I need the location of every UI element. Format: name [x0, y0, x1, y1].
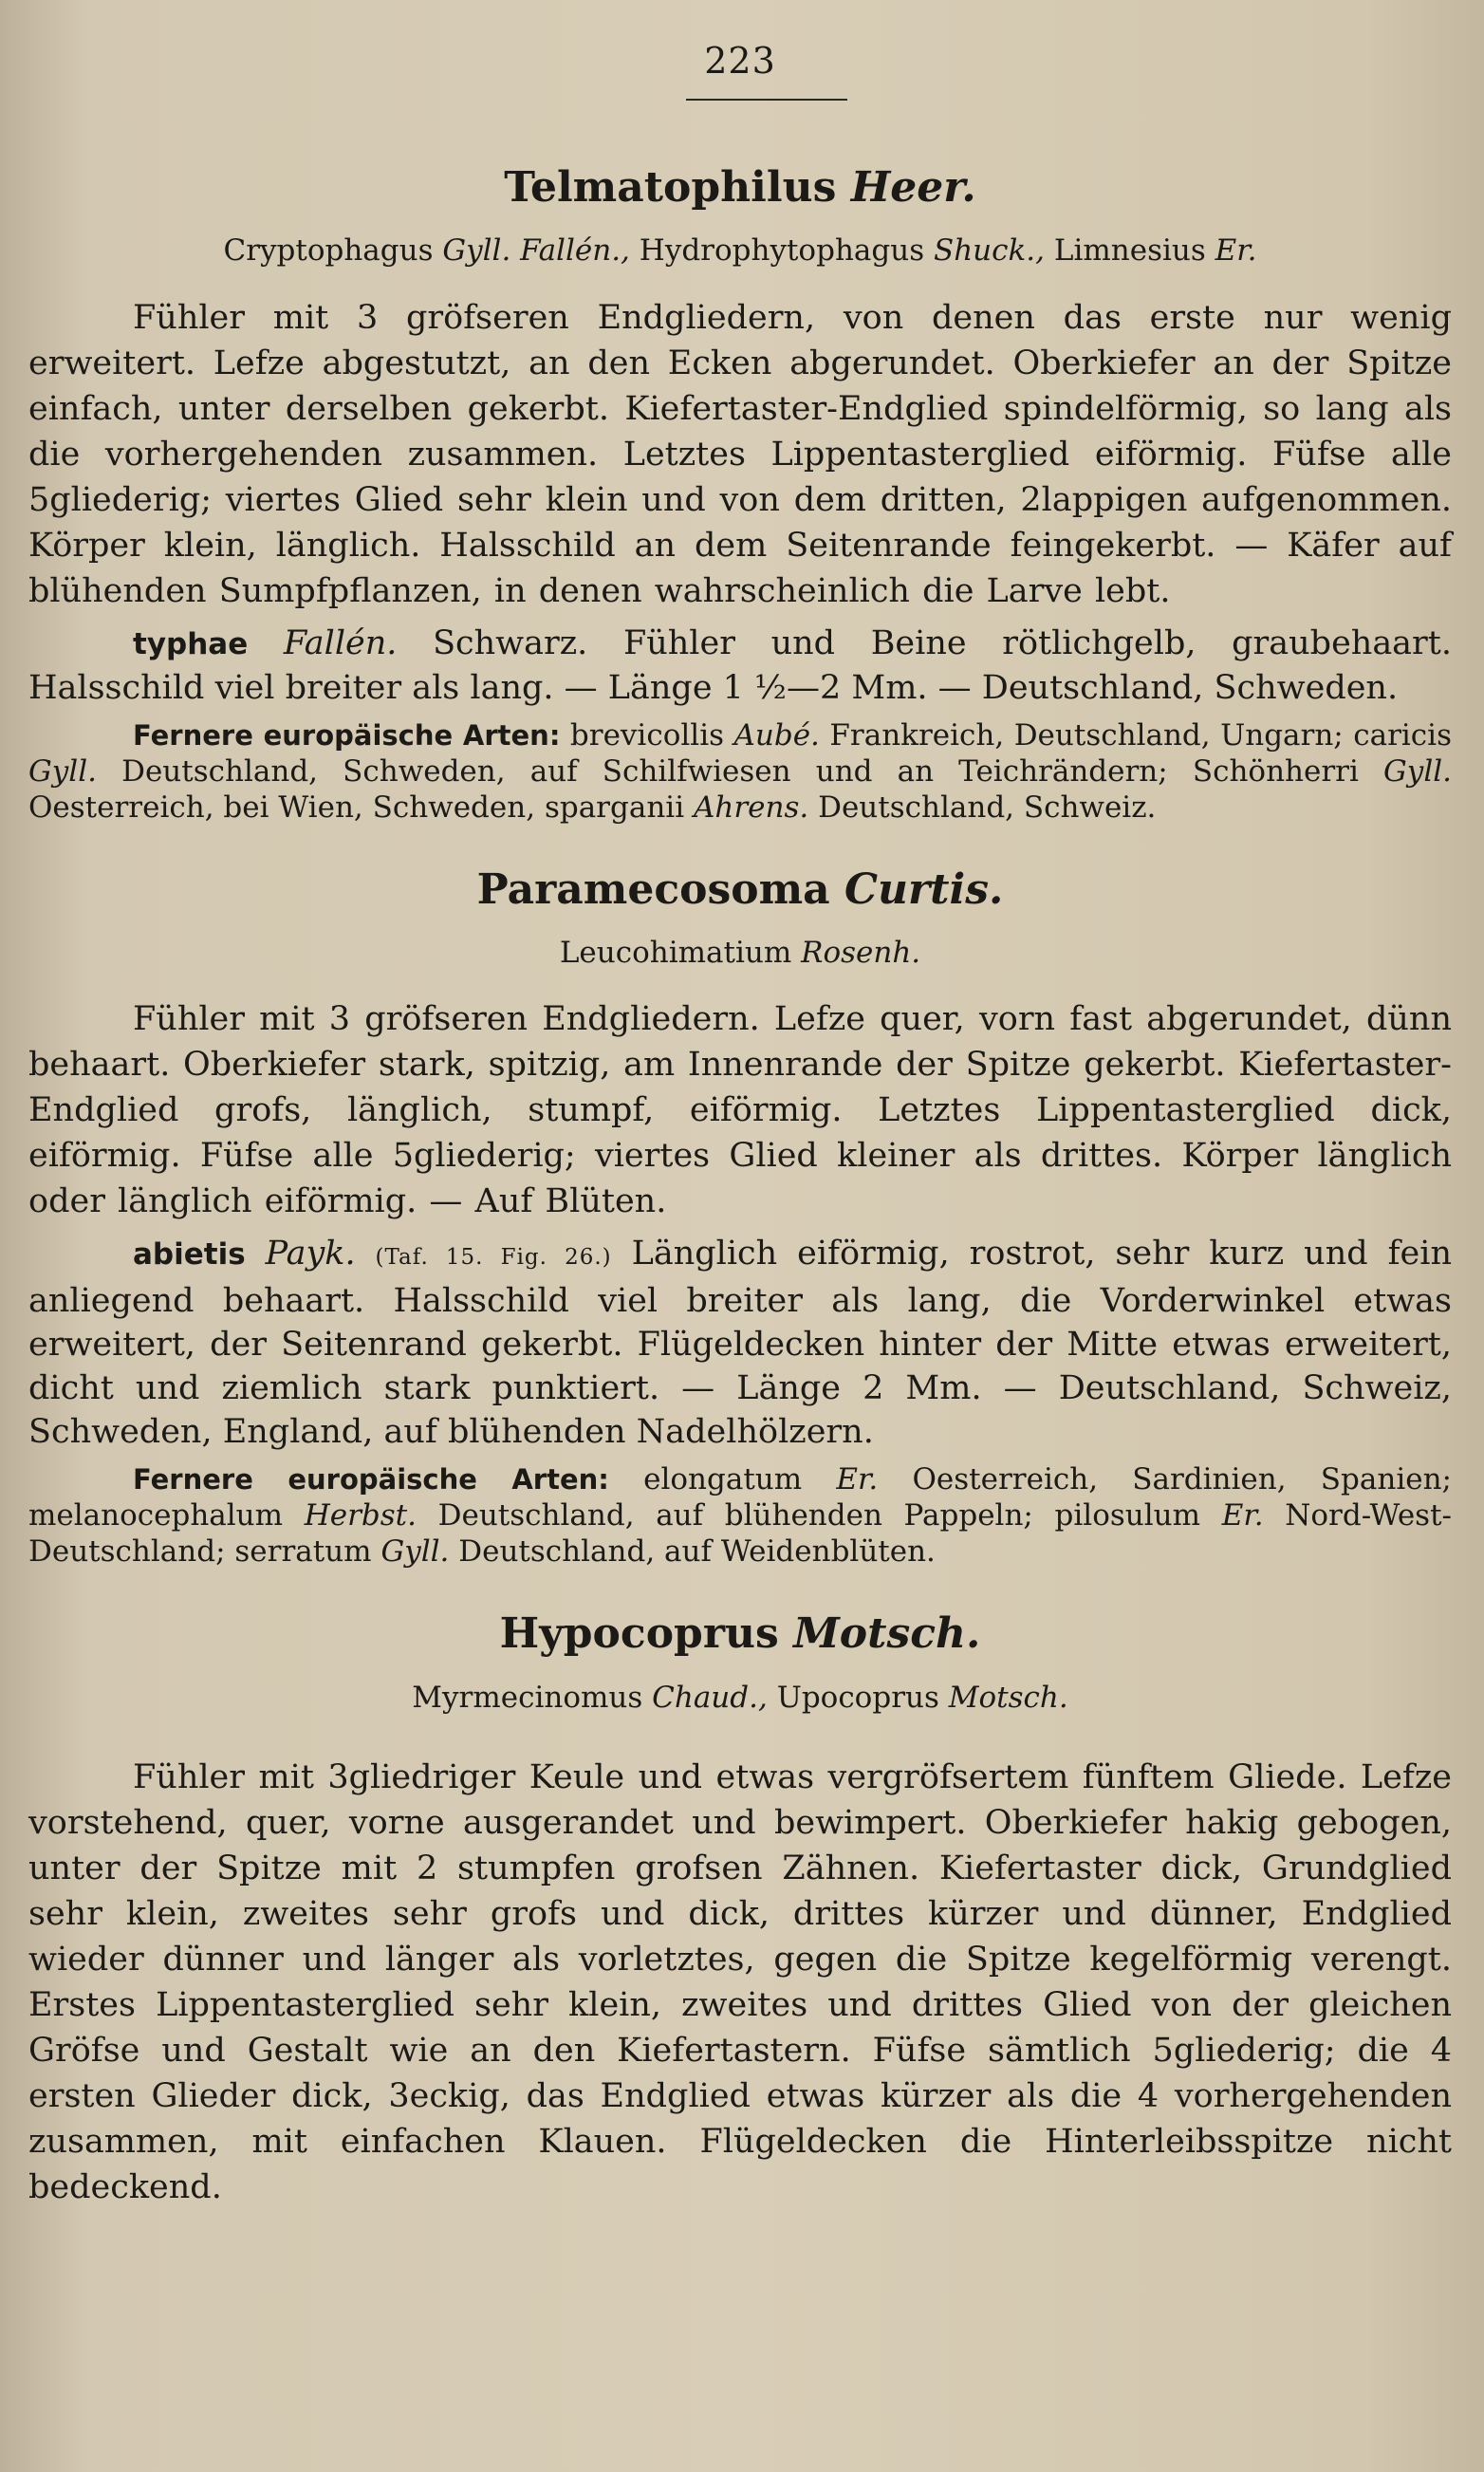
genus-name: Telmatophilus — [504, 163, 837, 212]
other-species-list — [28, 717, 1452, 826]
genus-name: Hypocoprus — [499, 1609, 779, 1659]
other-species-author: Er. — [1221, 1498, 1264, 1533]
other-species-name: melanocephalum — [28, 1498, 284, 1533]
other-species-range: Deutschland, auf Weidenblüten. — [458, 1534, 936, 1570]
other-species-range: Deutschland, Schweden, auf Schilfwiesen und an Teichrändern; — [121, 753, 1168, 789]
other-species-range: Deutschland, Schweiz. — [818, 790, 1157, 825]
synonym-name: Leucohimatium — [559, 936, 792, 971]
genus-title — [28, 165, 1452, 211]
genus-synonyms — [28, 232, 1452, 270]
other-species-lead: Fernere europäische Arten: — [133, 1463, 609, 1496]
synonym-author: Chaud., — [652, 1680, 768, 1715]
other-species-author: Gyll. — [1383, 753, 1453, 789]
genus-section-paramecosoma — [28, 864, 1453, 1571]
species-author: Fallén. — [283, 623, 398, 662]
other-species-name: Schönherri — [1192, 753, 1359, 789]
genus-author: Curtis. — [844, 864, 1004, 914]
figure-reference: (Taf. 15. Fig. 26.) — [375, 1245, 612, 1271]
genus-title — [28, 864, 1452, 914]
synonym-author: Er. — [1215, 233, 1257, 269]
other-species-list — [28, 1461, 1452, 1570]
species-text: Schwarz. Fühler und Beine rötlichgelb, graubehaart. Halsschild viel breiter als lang. — Länge 1 ½—2 Mm. — Deutschland, Schweden. — [28, 623, 1452, 707]
other-species-author: Herbst. — [304, 1498, 417, 1533]
synonym-author: Motsch. — [948, 1680, 1068, 1715]
other-species-author: Gyll. — [28, 753, 97, 789]
synonym-author: Gyll. Fallén., — [442, 233, 630, 269]
page-number: 223 — [704, 40, 776, 82]
species-name: abietis — [133, 1237, 246, 1273]
header-rule — [686, 99, 847, 101]
other-species-name: pilosulum — [1054, 1498, 1201, 1533]
other-species-author: Er. — [836, 1462, 879, 1497]
genus-section-telmatophilus — [28, 165, 1452, 826]
other-species-name: sparganii — [544, 790, 685, 825]
genus-description: Fühler mit 3 gröfseren Endgliedern. Lefze quer, vorn fast abgerundet, dünn behaart. Oberkiefer stark, spitzig, am Innenrande der Spitze gekerbt. Kiefertaster-Endglied grofs, länglich, stumpf, eiförmig. Letztes Lippentasterglied dick, eiförmig. Füfse alle 5gliederig; viertes Glied kleiner als drittes. Körper länglich oder länglich eiförmig. — Auf Blüten. — [28, 1000, 1452, 1221]
species-entry — [28, 1232, 1452, 1454]
species-name: typhae — [133, 626, 249, 661]
other-species-author: Ahrens. — [693, 790, 809, 825]
species-entry — [28, 622, 1452, 710]
other-species-range: Oesterreich, Sardinien, Spanien; — [912, 1462, 1453, 1497]
other-species-name: caricis — [1353, 717, 1452, 753]
other-species-range: Deutschland, auf blühenden Pappeln; — [437, 1498, 1033, 1533]
other-species-range: Nord-West-Deutschland; — [28, 1498, 1453, 1570]
genus-author: Motsch. — [793, 1609, 981, 1659]
genus-description: Fühler mit 3 gröfseren Endgliedern, von denen das erste nur wenig erweitert. Lefze abgestutzt, an den Ecken abgerundet. Oberkiefer an der Spitze einfach, unter derselben gekerbt. Kiefertaster-Endglied spindelförmig, so lang als die vorhergehenden zusammen. Letztes Lippentasterglied eiförmig. Füfse alle 5gliederig; viertes Glied sehr klein und von dem dritten, 2lappigen aufgenommen. Körper klein, länglich. Halsschild an dem Seitenrande feingekerbt. — Käfer auf blühenden Sumpfpflanzen, in denen wahrscheinlich die Larve lebt. — [28, 298, 1452, 610]
other-species-name: brevicollis — [569, 717, 725, 753]
other-species-author: Gyll. — [380, 1534, 450, 1570]
genus-title — [28, 1611, 1452, 1657]
other-species-name: elongatum — [643, 1462, 803, 1497]
synonym-name: Myrmecinomus — [412, 1680, 643, 1715]
species-text: Länglich eiförmig, rostrot, sehr kurz und fein anliegend behaart. Halsschild viel breiter als lang, die Vorderwinkel etwas erweitert, der Seitenrand gekerbt. Flügeldecken hinter der Mitte etwas erweitert, dicht und ziemlich stark punktiert. — Länge 2 Mm. — Deutschland, Schweiz, Schweden, England, auf blühenden Nadelhölzern. — [28, 1235, 1452, 1452]
genus-section-hypocoprus — [28, 1611, 1452, 2210]
genus-synonyms — [28, 934, 1452, 972]
other-species-author: Aubé. — [733, 717, 820, 753]
synonym-author: Rosenh. — [801, 936, 921, 971]
genus-synonyms — [28, 1679, 1452, 1717]
other-species-lead: Fernere europäische Arten: — [133, 718, 561, 752]
synonym-name: Limnesius — [1053, 233, 1206, 269]
synonym-name: Upocoprus — [776, 1680, 939, 1715]
genus-name: Paramecosoma — [476, 864, 830, 914]
genus-description: Fühler mit 3gliedriger Keule und etwas vergröfsertem fünftem Gliede. Lefze vorstehend, quer, vorne ausgerandet und bewimpert. Oberkiefer hakig gebogen, unter der Spitze mit 2 stumpfen grofsen Zähnen. Kiefertaster dick, Grundglied sehr klein, zweites sehr grofs und dick, drittes kürzer und dünner, Endglied wieder dünner und länger als vorletztes, gegen die Spitze kegelförmig verengt. Erstes Lippentasterglied sehr klein, zweites und drittes Glied von der gleichen Gröfse und Gestalt wie an den Kiefertastern. Füfse sämtlich 5gliederig; die 4 ersten Glieder dick, 3eckig, das Endglied etwas kürzer als die 4 vorhergehenden zusammen, mit einfachen Klauen. Flügeldecken die Hinterleibsspitze nicht bedeckend. — [28, 1758, 1452, 2207]
species-author: Payk. — [265, 1235, 356, 1273]
synonym-name: Hydrophytophagus — [639, 233, 925, 269]
other-species-name: serratum — [234, 1534, 372, 1570]
synonym-name: Cryptophagus — [223, 233, 434, 269]
genus-author: Heer. — [850, 163, 976, 212]
synonym-author: Shuck., — [933, 233, 1045, 269]
other-species-range: Frankreich, Deutschland, Ungarn; — [829, 717, 1344, 753]
other-species-range: Oesterreich, bei Wien, Schweden, — [28, 790, 536, 825]
